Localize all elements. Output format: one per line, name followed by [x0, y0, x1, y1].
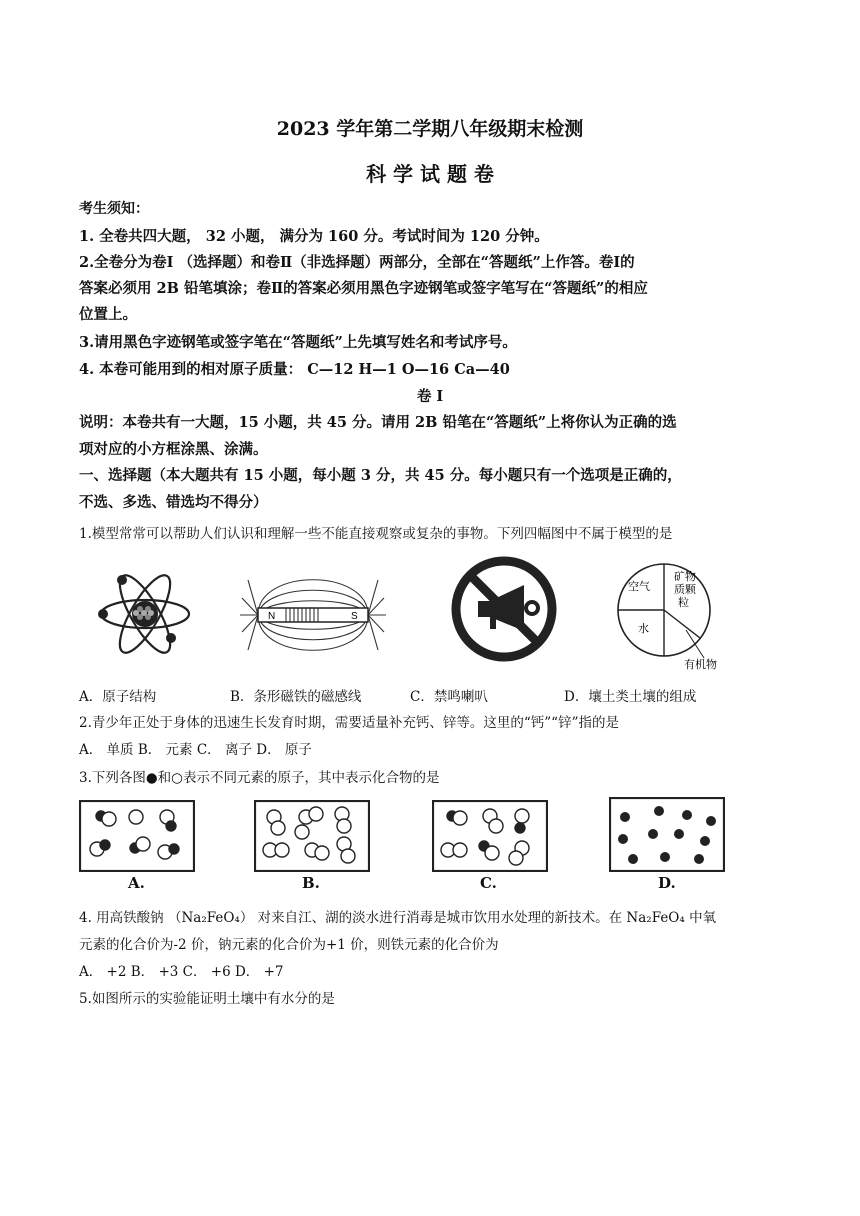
atom-structure-figure [95, 566, 195, 662]
q1-option-d: D．壤土类土壤的组成 [564, 689, 697, 705]
notice-heading: 考生须知： [79, 201, 149, 217]
notice-line-2b: 答案必须用 2B 铅笔填涂；卷Ⅱ的答案必须用黑色字迹钢笔或签字笔写在“答题纸”的相应 [79, 280, 648, 297]
pie-label-organic: 有机物 [684, 658, 717, 670]
q3-box-a [79, 800, 195, 872]
pie-label-mineral-3: 粒 [678, 596, 689, 609]
exam-title: 2023 学年第二学期八年级期末检测 [276, 118, 584, 140]
question-4-options: A． +2 B． +3 C． +6 D． +7 [79, 964, 284, 980]
pie-label-mineral-2: 质颗 [674, 583, 696, 596]
q1-option-a: A．原子结构 [79, 689, 157, 705]
q1-option-c: C．禁鸣喇叭 [410, 689, 488, 705]
magnet-n-label: N [268, 611, 276, 622]
q3-label-d: D. [658, 874, 676, 892]
question-3-stem: 3.下列各图●和○表示不同元素的原子，其中表示化合物的是 [79, 770, 440, 786]
pie-label-air: 空气 [628, 580, 650, 593]
q3-label-c: C. [480, 874, 497, 892]
notice-line-2c: 位置上。 [79, 306, 137, 323]
section-heading-a: 一、选择题（本大题共有 15 小题，每小题 3 分，共 45 分。每小题只有一个选项是正确的， [79, 467, 682, 484]
pie-label-mineral-1: 矿物 [674, 570, 696, 583]
no-horn-sign-figure [450, 555, 558, 663]
volume-note-a: 说明：本卷共有一大题，15 小题，共 45 分。请用 2B 铅笔在“答题纸”上将你认为正确的选 [79, 414, 677, 431]
question-4-stem-a: 4. 用高铁酸钠 （Na₂FeO₄） 对来自江、湖的淡水进行消毒是城市饮用水处理的新技术。在 Na₂FeO₄ 中氧 [79, 910, 717, 926]
volume-heading: 卷 Ⅰ [416, 388, 444, 405]
q3-label-b: B. [302, 874, 320, 892]
magnet-s-label: S [351, 611, 358, 622]
exam-subtitle: 科 学 试 题 卷 [366, 162, 494, 186]
q3-box-b [254, 800, 370, 872]
notice-line-2a: 2.全卷分为卷Ⅰ （选择题）和卷Ⅱ（非选择题）两部分，全部在“答题纸”上作答。卷Ⅰ的 [79, 254, 635, 271]
notice-line-3: 3.请用黑色字迹钢笔或签字笔在“答题纸”上先填写姓名和考试序号。 [79, 334, 517, 351]
question-2-options: A． 单质 B． 元素 C． 离子 D． 原子 [79, 742, 312, 758]
section-heading-b: 不选、多选、错选均不得分） [79, 494, 268, 511]
bar-magnet-field-figure [238, 570, 388, 660]
q3-box-c [432, 800, 548, 872]
question-4-stem-b: 元素的化合价为-2 价，钠元素的化合价为+1 价，则铁元素的化合价为 [79, 937, 499, 953]
volume-note-b: 项对应的小方框涂黑、涂满。 [79, 441, 268, 458]
notice-line-4: 4. 本卷可能用到的相对原子质量： C—12 H—1 O—16 Ca—40 [79, 361, 510, 378]
question-5-stem: 5.如图所示的实验能证明土壤中有水分的是 [79, 991, 335, 1007]
question-2-stem: 2.青少年正处于身体的迅速生长发育时期，需要适量补充钙、锌等。这里的“钙”“锌”指的是 [79, 715, 619, 731]
notice-line-1: 1. 全卷共四大题， 32 小题， 满分为 160 分。考试时间为 120 分钟。 [79, 228, 549, 245]
q3-box-d [609, 797, 725, 872]
soil-composition-pie-figure [608, 560, 728, 670]
q1-option-b: B．条形磁铁的磁感线 [230, 689, 362, 705]
question-1-stem: 1.模型常常可以帮助人们认识和理解一些不能直接观察或复杂的事物。下列四幅图中不属于模型的是 [79, 526, 673, 542]
q3-label-a: A. [128, 874, 145, 892]
pie-label-water: 水 [638, 622, 649, 635]
